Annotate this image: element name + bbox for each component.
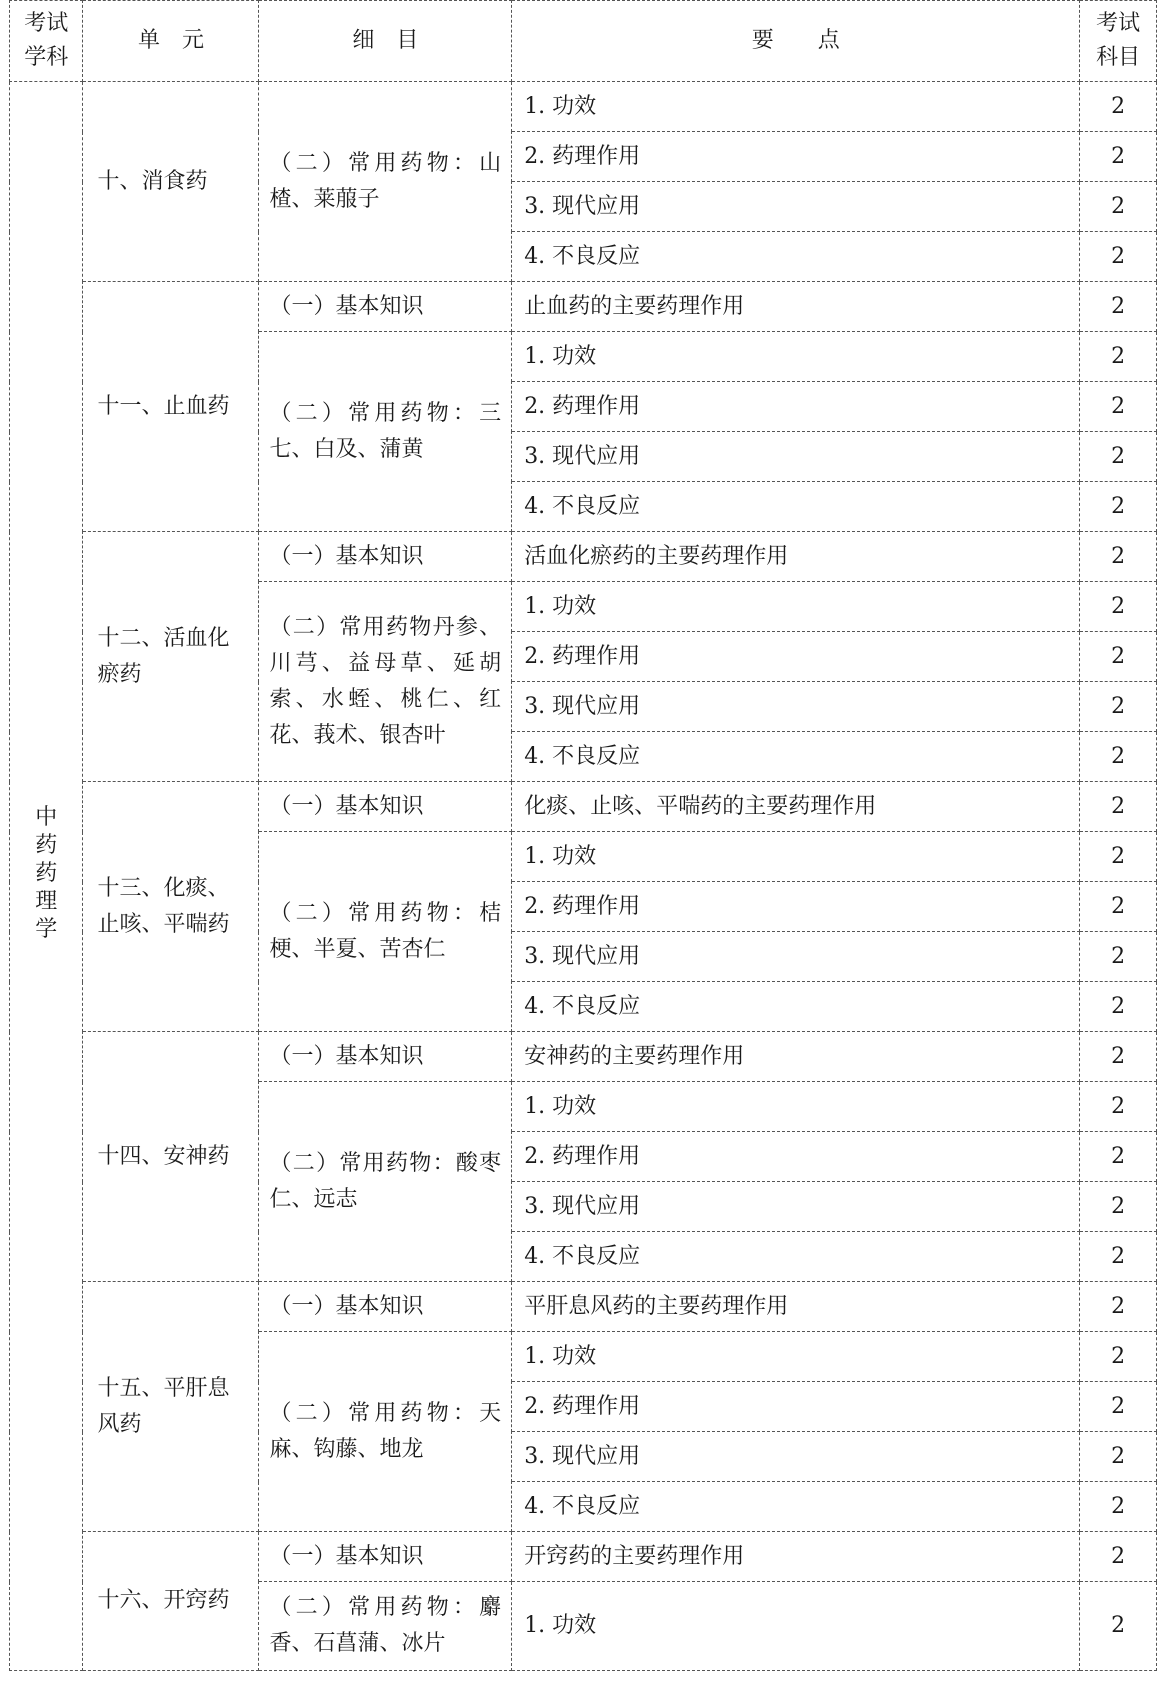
detail-cell: （一）基本知识 bbox=[259, 1282, 512, 1332]
point-cell: 2. 药理作用 bbox=[512, 1382, 1080, 1432]
point-cell: 平肝息风药的主要药理作用 bbox=[512, 1282, 1080, 1332]
detail-cell: （一）基本知识 bbox=[259, 1032, 512, 1082]
count-cell: 2 bbox=[1080, 1182, 1157, 1232]
point-cell: 安神药的主要药理作用 bbox=[512, 1032, 1080, 1082]
count-cell: 2 bbox=[1080, 832, 1157, 882]
point-cell: 4. 不良反应 bbox=[512, 482, 1080, 532]
count-cell: 2 bbox=[1080, 1432, 1157, 1482]
count-cell: 2 bbox=[1080, 82, 1157, 132]
count-cell: 2 bbox=[1080, 332, 1157, 382]
table-row bbox=[10, 1032, 1157, 1082]
point-cell: 3. 现代应用 bbox=[512, 432, 1080, 482]
unit-name: 十四、安神药 bbox=[83, 1032, 259, 1282]
header-unit: 单 元 bbox=[83, 1, 259, 82]
point-cell: 4. 不良反应 bbox=[512, 1232, 1080, 1282]
count-cell: 2 bbox=[1080, 1032, 1157, 1082]
point-cell: 1. 功效 bbox=[512, 332, 1080, 382]
subject-cell bbox=[10, 82, 83, 1671]
point-cell: 2. 药理作用 bbox=[512, 632, 1080, 682]
point-cell: 开窍药的主要药理作用 bbox=[512, 1532, 1080, 1582]
detail-cell: （一）基本知识 bbox=[259, 782, 512, 832]
point-cell: 活血化瘀药的主要药理作用 bbox=[512, 532, 1080, 582]
point-cell: 2. 药理作用 bbox=[512, 382, 1080, 432]
header-count: 考试科目 bbox=[1080, 1, 1157, 82]
point-cell: 1. 功效 bbox=[512, 832, 1080, 882]
unit-name: 十、消食药 bbox=[83, 82, 259, 282]
detail-cell: （一）基本知识 bbox=[259, 282, 512, 332]
count-cell: 2 bbox=[1080, 1082, 1157, 1132]
point-cell: 2. 药理作用 bbox=[512, 1132, 1080, 1182]
detail-cell: （二）常用药物：酸枣仁、远志 bbox=[259, 1082, 512, 1282]
detail-cell: （一）基本知识 bbox=[259, 1532, 512, 1582]
header-row bbox=[10, 1, 1157, 82]
detail-cell: （二）常用药物：天麻、钩藤、地龙 bbox=[259, 1332, 512, 1532]
count-cell: 2 bbox=[1080, 1532, 1157, 1582]
detail-cell: （二）常用药物：山楂、莱菔子 bbox=[259, 82, 512, 282]
detail-cell: （二）常用药物：桔梗、半夏、苦杏仁 bbox=[259, 832, 512, 1032]
count-cell: 2 bbox=[1080, 882, 1157, 932]
count-cell: 2 bbox=[1080, 132, 1157, 182]
count-cell: 2 bbox=[1080, 1232, 1157, 1282]
count-cell: 2 bbox=[1080, 382, 1157, 432]
detail-cell: （二）常用药物丹参、川芎、益母草、延胡索、水蛭、桃仁、红花、莪术、银杏叶 bbox=[259, 582, 512, 782]
count-cell: 2 bbox=[1080, 1482, 1157, 1532]
count-cell: 2 bbox=[1080, 232, 1157, 282]
point-cell: 4. 不良反应 bbox=[512, 732, 1080, 782]
header-subject: 考试学科 bbox=[10, 1, 83, 82]
unit-name: 十五、平肝息风药 bbox=[83, 1282, 259, 1532]
count-cell: 2 bbox=[1080, 1332, 1157, 1382]
point-cell: 3. 现代应用 bbox=[512, 932, 1080, 982]
count-cell: 2 bbox=[1080, 182, 1157, 232]
count-cell: 2 bbox=[1080, 1282, 1157, 1332]
count-cell: 2 bbox=[1080, 682, 1157, 732]
point-cell: 化痰、止咳、平喘药的主要药理作用 bbox=[512, 782, 1080, 832]
point-cell: 3. 现代应用 bbox=[512, 682, 1080, 732]
count-cell: 2 bbox=[1080, 782, 1157, 832]
header-points: 要 点 bbox=[512, 1, 1080, 82]
point-cell: 1. 功效 bbox=[512, 82, 1080, 132]
count-cell: 2 bbox=[1080, 982, 1157, 1032]
detail-cell: （二）常用药物：三七、白及、蒲黄 bbox=[259, 332, 512, 532]
point-cell: 4. 不良反应 bbox=[512, 1482, 1080, 1532]
count-cell: 2 bbox=[1080, 482, 1157, 532]
count-cell: 2 bbox=[1080, 1582, 1157, 1671]
subject-label: 中药药理学 bbox=[35, 805, 58, 942]
detail-cell: （一）基本知识 bbox=[259, 532, 512, 582]
table-row bbox=[10, 532, 1157, 582]
count-cell: 2 bbox=[1080, 582, 1157, 632]
table-row bbox=[10, 1532, 1157, 1582]
unit-name: 十一、止血药 bbox=[83, 282, 259, 532]
point-cell: 1. 功效 bbox=[512, 1582, 1080, 1671]
table-row bbox=[10, 282, 1157, 332]
point-cell: 2. 药理作用 bbox=[512, 132, 1080, 182]
syllabus-table bbox=[9, 0, 1157, 1671]
count-cell: 2 bbox=[1080, 282, 1157, 332]
point-cell: 3. 现代应用 bbox=[512, 182, 1080, 232]
table-row bbox=[10, 1282, 1157, 1332]
point-cell: 2. 药理作用 bbox=[512, 882, 1080, 932]
count-cell: 2 bbox=[1080, 532, 1157, 582]
count-cell: 2 bbox=[1080, 732, 1157, 782]
table-row bbox=[10, 82, 1157, 132]
unit-name: 十二、活血化瘀药 bbox=[83, 532, 259, 782]
point-cell: 4. 不良反应 bbox=[512, 232, 1080, 282]
point-cell: 3. 现代应用 bbox=[512, 1432, 1080, 1482]
header-detail: 细 目 bbox=[259, 1, 512, 82]
point-cell: 1. 功效 bbox=[512, 582, 1080, 632]
point-cell: 3. 现代应用 bbox=[512, 1182, 1080, 1232]
count-cell: 2 bbox=[1080, 1132, 1157, 1182]
point-cell: 4. 不良反应 bbox=[512, 982, 1080, 1032]
unit-name: 十六、开窍药 bbox=[83, 1532, 259, 1671]
count-cell: 2 bbox=[1080, 932, 1157, 982]
count-cell: 2 bbox=[1080, 432, 1157, 482]
point-cell: 1. 功效 bbox=[512, 1332, 1080, 1382]
detail-cell: （二）常用药物：麝香、石菖蒲、冰片 bbox=[259, 1582, 512, 1671]
unit-name: 十三、化痰、止咳、平喘药 bbox=[83, 782, 259, 1032]
count-cell: 2 bbox=[1080, 632, 1157, 682]
point-cell: 止血药的主要药理作用 bbox=[512, 282, 1080, 332]
table-row bbox=[10, 782, 1157, 832]
point-cell: 1. 功效 bbox=[512, 1082, 1080, 1132]
count-cell: 2 bbox=[1080, 1382, 1157, 1432]
